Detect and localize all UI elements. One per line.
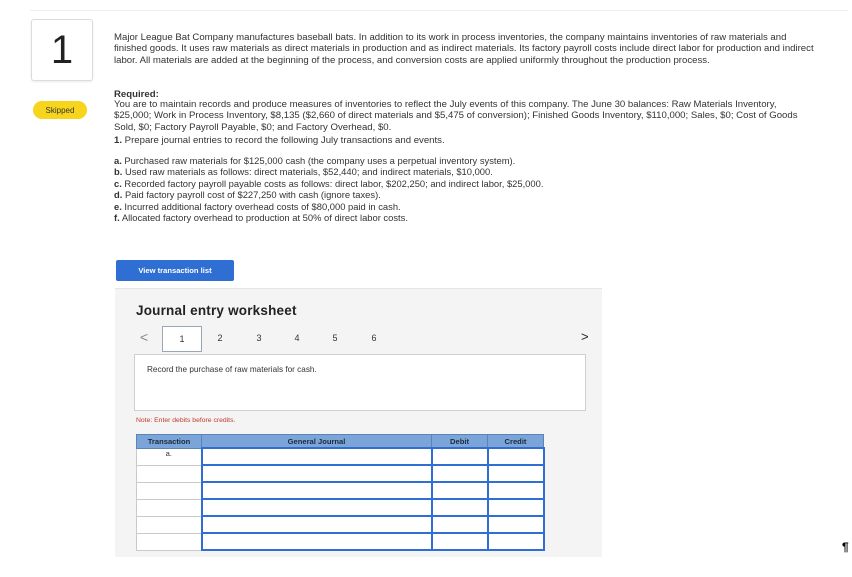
list-item-letter: b. [114, 166, 123, 178]
debit-input[interactable] [432, 533, 488, 550]
list-item-text: Used raw materials as follows: direct materials, $52,440; and indirect materials, $10,000. [122, 166, 493, 178]
credit-input[interactable] [488, 516, 544, 533]
page-tab-6[interactable]: 6 [371, 333, 377, 343]
transaction-cell [137, 516, 202, 533]
problem-intro: Major League Bat Company manufactures baseball bats. In addition to its work in process inventories, the company maintains inventories of raw materials and finished goods. It uses raw materials as direct materials in production and as indirect materials. Its factory payroll costs include direct labor for production and indirect labor. All materials are added at the beginning of the process, and conversion costs are applied uniformly throughout the production process. [114, 32, 814, 66]
account-input[interactable] [202, 533, 432, 550]
page-tab-1[interactable]: 1 [162, 326, 202, 352]
list-item-text: Paid factory payroll cost of $227,250 with cash (ignore taxes). [122, 189, 381, 201]
credit-input[interactable] [488, 482, 544, 499]
table-row [137, 482, 544, 499]
transaction-cell [137, 465, 202, 482]
debit-input[interactable] [432, 482, 488, 499]
transaction-cell [137, 482, 202, 499]
account-input[interactable] [202, 448, 432, 465]
table-row [137, 516, 544, 533]
worksheet-title: Journal entry worksheet [136, 303, 297, 318]
table-row [137, 465, 544, 482]
question-number: 1 [31, 19, 93, 81]
journal-header-row [137, 435, 544, 449]
required-text: You are to maintain records and produce measures of inventories to reflect the July events of this company. The June 30 balances: Raw Materials Inventory, $25,000; Work in Process Inventory, $8,135 ($2,660 of direct materials and $5,475 of conversion); Finished Goods Inventory, $110,000; Sales, $0; Cost of Goods Sold, $0; Factory Payroll Payable, $0; and Factory Overhead, $0. [114, 99, 798, 133]
transaction-list [114, 155, 543, 223]
list-item-letter: a. [114, 155, 122, 166]
account-input[interactable] [202, 516, 432, 533]
debit-input[interactable] [432, 465, 488, 482]
account-input[interactable] [202, 499, 432, 516]
page-tab-3[interactable]: 3 [256, 333, 262, 343]
pilcrow-mark: ¶ [842, 540, 849, 554]
col-debit: Debit [432, 435, 488, 449]
entry-note: Note: Enter debits before credits. [136, 417, 236, 424]
credit-input[interactable] [488, 499, 544, 516]
list-item [114, 201, 543, 212]
col-credit: Credit [488, 435, 544, 449]
instruction-text: Record the purchase of raw materials for cash. [147, 365, 317, 374]
transaction-cell: a. [137, 448, 202, 465]
col-transaction: Transaction [137, 435, 202, 449]
table-row [137, 448, 544, 465]
task-text: Prepare journal entries to record the following July transactions and events. [122, 135, 445, 146]
debit-input[interactable] [432, 516, 488, 533]
list-item [114, 155, 543, 166]
required-heading: Required: [114, 89, 159, 100]
debit-input[interactable] [432, 448, 488, 465]
view-transaction-list-button[interactable]: View transaction list [116, 260, 234, 281]
task-instruction [114, 135, 814, 146]
list-item-letter: e. [114, 200, 122, 212]
transaction-cell [137, 499, 202, 516]
journal-entry-worksheet [115, 288, 602, 557]
credit-input[interactable] [488, 465, 544, 482]
list-item-text: Purchased raw materials for $125,000 cash (the company uses a perpetual inventory system). [121, 155, 516, 166]
list-item-text: Allocated factory overhead to production at 50% of direct labor costs. [119, 212, 408, 224]
list-item-letter: c. [114, 177, 122, 189]
account-input[interactable] [202, 465, 432, 482]
prev-page-button[interactable]: < [140, 329, 149, 345]
table-row [137, 533, 544, 550]
list-item-text: Incurred additional factory overhead costs of $80,000 paid in cash. [121, 200, 401, 212]
list-item-letter: d. [114, 189, 123, 201]
debit-input[interactable] [432, 499, 488, 516]
instruction-box [134, 354, 586, 411]
page-tab-2[interactable]: 2 [217, 333, 223, 343]
top-divider [30, 10, 848, 11]
transaction-cell [137, 533, 202, 550]
task-number: 1. [114, 135, 123, 146]
list-item-letter: f. [114, 212, 120, 224]
status-badge: Skipped [33, 101, 87, 119]
list-item [114, 178, 543, 189]
credit-input[interactable] [488, 448, 544, 465]
col-general-journal: General Journal [202, 435, 432, 449]
account-input[interactable] [202, 482, 432, 499]
credit-input[interactable] [488, 533, 544, 550]
page-tab-4[interactable]: 4 [294, 333, 300, 343]
list-item [114, 212, 543, 223]
table-row [137, 499, 544, 516]
list-item-text: Recorded factory payroll payable costs as follows: direct labor, $202,250; and indirect labor, $25,000. [121, 177, 544, 189]
journal-table [136, 434, 545, 551]
list-item [114, 166, 543, 177]
list-item [114, 189, 543, 200]
page-tab-5[interactable]: 5 [332, 333, 338, 343]
next-page-button[interactable]: > [581, 329, 589, 344]
